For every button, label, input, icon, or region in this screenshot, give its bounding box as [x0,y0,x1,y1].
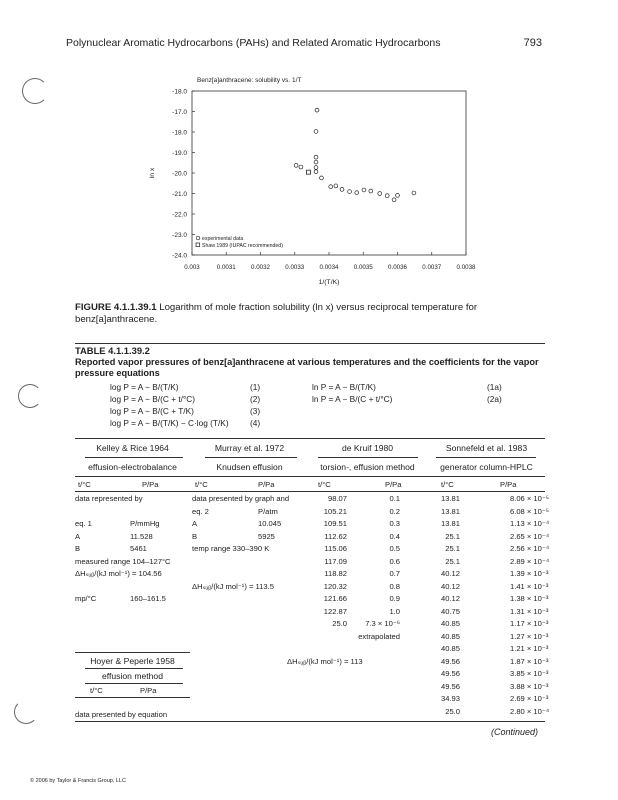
data-point [340,188,344,192]
copyright-footer: © 2006 by Taylor & Francis Group, LLC [30,778,126,784]
sonnefeld-cell: 49.56 [440,681,460,691]
y-tick-label: -20.0 [172,170,187,178]
sonnefeld-cell: 2.65 × 10⁻⁴ [510,531,550,541]
sonnefeld-cell: 1.39 × 10⁻³ [510,569,549,578]
data-point [385,194,389,198]
sonnefeld-cell: 40.85 [440,619,460,628]
kelley-cell: 160–161.5 [130,594,166,603]
murray-cell: B [192,531,198,541]
dekruif-cell: 112.62 [324,531,347,541]
data-point [355,191,359,195]
sonnefeld-cell: 2.80 × 10⁻⁴ [510,706,550,716]
kelley-cell: B [75,544,81,553]
figure-caption [75,302,545,326]
data-point [348,190,352,194]
sonnefeld-cell: 1.87 × 10⁻³ [510,656,549,666]
source-author-kelley: Kelley & Rice 1964 [96,443,169,453]
x-tick-label: 0.0038 [456,264,476,271]
hoyer-underline [85,668,183,669]
equation: log P = A − B/(T/K) [110,382,179,392]
sonnefeld-cell: 34.93 [440,694,460,703]
column-label: t/°C [441,480,454,489]
equation: log P = A − B/(T/K) − C·log (T/K) [110,418,229,428]
sonnefeld-cell: 49.56 [440,669,460,678]
column-label: t/°C [78,480,91,489]
dekruif-cell: 0.8 [389,581,400,591]
header-underline [436,457,536,458]
source-method-hoyer: effusion method [102,671,163,681]
dekruif-cell: 121.66 [323,594,347,603]
sonnefeld-cell: 1.38 × 10⁻³ [510,594,549,603]
legend-marker-square [196,243,200,247]
equation: ln P = A − B/(C + t/°C) [312,394,393,404]
column-label-rule [75,491,545,492]
dekruif-cell: 1.0 [389,606,400,616]
dekruif-cell: 0.4 [389,531,400,541]
kelley-cell: mp/°C [75,594,97,603]
y-axis-label: ln x [149,167,156,179]
dekruif-cell: 109.51 [323,519,347,528]
plot-frame [192,91,466,255]
sonnefeld-cell: 2.69 × 10⁻³ [510,694,549,703]
data-point [299,165,303,169]
hoyer-col-p: P/Pa [140,686,157,695]
kelley-cell: A [75,531,81,541]
dekruif-cell: 0.5 [389,544,400,553]
sonnefeld-cell: 1.41 × 10⁻³ [510,581,549,591]
hoyer-note: data presented by equation [75,710,168,719]
dekruif-cell: extrapolated [358,631,400,641]
data-point [334,184,338,188]
y-tick-label: -17.0 [172,109,187,116]
dekruif-cell: 0.2 [389,506,400,516]
data-point [369,189,373,193]
kelley-cell: 11.528 [130,531,153,541]
sonnefeld-cell: 2.56 × 10⁻⁴ [510,544,550,553]
column-label: P/Pa [142,480,159,489]
source-author-dekruif: de Kruif 1980 [341,443,394,453]
y-tick-label: -21.0 [172,191,187,198]
data-point [329,185,333,189]
y-tick-label: -23.0 [172,232,187,239]
dekruif-cell: 0.6 [389,556,400,566]
data-point [378,192,382,196]
punch-hole-mark [14,700,38,724]
source-method-sonnefeld: generator column-HPLC [440,462,533,472]
kelley-cell: eq. 1 [75,519,92,528]
equation: ln P = A − B/(T/K) [312,382,376,392]
x-tick-label: 0.003 [184,264,200,271]
header-underline [318,457,418,458]
dekruif-cell: 0.3 [389,519,400,528]
legend-entry: experimental data [202,236,244,242]
sonnefeld-cell: 40.12 [440,594,460,603]
data-point [412,191,416,195]
column-label: P/Pa [500,480,517,489]
y-tick-label: -18.0 [172,129,187,137]
murray-cell: P/atm [258,506,278,516]
data-point [314,130,318,134]
source-author-hoyer: Hoyer & Peperle 1958 [90,656,175,666]
sonnefeld-cell: 13.81 [440,506,460,516]
sonnefeld-cell: 25.1 [445,556,460,566]
dekruif-cell: ΔHₛᵤᵦ/(kJ mol⁻¹) = 113 [287,656,363,666]
murray-cell: A [192,519,198,528]
sonnefeld-cell: 25.1 [445,544,460,553]
data-point [315,108,319,112]
x-tick-label: 0.0031 [216,264,236,271]
data-point [314,160,318,164]
dekruif-cell: 105.21 [323,506,347,516]
column-label: t/°C [318,480,331,489]
header-underline [205,457,297,458]
dekruif-cell: 0.7 [389,569,400,578]
sonnefeld-cell: 40.85 [440,631,460,641]
data-point [362,188,366,192]
dekruif-cell: 115.06 [324,544,347,553]
equation-number: (2a) [487,394,502,404]
punch-hole-mark [18,384,42,408]
sonnefeld-cell: 6.08 × 10⁻⁵ [510,506,550,516]
header-underline [85,457,183,458]
dekruif-cell: 117.09 [324,556,347,566]
data-point [320,176,324,180]
dekruif-cell: 25.0 [332,619,347,628]
table-header-rule [75,438,545,439]
murray-cell: ΔHₛᵤᵦ/(kJ mol⁻¹) = 113.5 [192,581,274,591]
kelley-cell: ΔHₛᵤᵦ/(kJ mol⁻¹) = 104.56 [75,569,162,578]
equation: log P = A − B/(C + t/°C) [110,394,196,404]
x-axis-label: 1/(T/K) [318,279,340,286]
x-tick-label: 0.0033 [285,264,305,271]
sonnefeld-cell: 40.12 [440,569,460,578]
continued-label: (Continued) [490,727,538,737]
dekruif-cell: 118.82 [324,569,347,578]
y-tick-label: -24.0 [172,252,187,260]
dekruif-cell: 122.87 [323,606,347,616]
sonnefeld-cell: 3.88 × 10⁻³ [510,681,549,691]
source-method-murray: Knudsen effusion [216,462,283,472]
kelley-cell: P/mmHg [130,519,160,528]
figure-caption-text: Logarithm of mole fraction solubility (ln x) versus reciprocal temperature for benz[a]anthracene. [75,302,478,325]
shaw-1989-point [306,170,310,174]
sonnefeld-cell: 1.17 × 10⁻³ [510,619,549,628]
x-tick-label: 0.0036 [388,264,407,271]
murray-cell: 10.045 [258,519,282,528]
sonnefeld-cell: 40.85 [440,644,460,653]
sonnefeld-cell: 1.21 × 10⁻³ [510,644,549,653]
y-tick-label: -22.0 [172,211,187,219]
hoyer-method-rule [85,683,183,684]
sonnefeld-cell: 25.1 [445,531,460,541]
chart-title: Benz[a]anthracene: solubility vs. 1/T [197,77,302,84]
page-number: 793 [523,37,542,49]
equation-number: (1a) [487,382,502,392]
source-method-dekruif: torsion-, effusion method [320,462,415,472]
sonnefeld-cell: 13.81 [440,519,460,528]
table-subtitle: Reported vapor pressures of benz[a]anthracene at various temperatures and the coefficients for the vapor pressure equations [75,357,539,378]
solubility-chart [0,0,618,300]
x-tick-label: 0.0034 [319,264,339,271]
equation-number: (1) [250,382,261,392]
dekruif-cell: 120.32 [323,581,347,591]
equation-number: (2) [250,394,261,404]
data-point [314,166,318,170]
murray-cell: eq. 2 [192,506,209,516]
source-author-sonnefeld: Sonnefeld et al. 1983 [445,443,528,453]
column-label: t/°C [195,480,208,489]
data-point [396,194,400,198]
sonnefeld-cell: 2.89 × 10⁻⁴ [510,556,550,566]
hoyer-top-rule [75,652,190,653]
dekruif-cell: 98.07 [327,494,347,503]
murray-cell: temp range 330–390 K [192,544,270,553]
x-tick-label: 0.0032 [251,264,270,271]
sonnefeld-cell: 1.27 × 10⁻³ [510,631,549,641]
sonnefeld-cell: 25.0 [445,706,460,716]
data-point [392,198,396,202]
dekruif-cell: 0.1 [389,494,400,503]
figure-label: FIGURE 4.1.1.39.1 [75,302,157,313]
table-bottom-rule [75,721,545,722]
data-point [314,155,318,159]
table-top-rule [75,343,545,344]
x-tick-label: 0.0037 [422,264,442,271]
dekruif-cell: 0.9 [389,594,400,603]
murray-cell: 5925 [258,531,275,541]
source-author-murray: Murray et al. 1972 [214,443,285,453]
hoyer-col-rule [75,697,190,698]
method-rule [75,476,545,477]
equation-number: (3) [250,406,261,416]
equation-number: (4) [250,418,261,428]
kelley-cell: measured range 104–127°C [75,556,171,566]
running-header: Polynuclear Aromatic Hydrocarbons (PAHs) and Related Aromatic Hydrocarbons [66,37,441,49]
hoyer-col-t: t/°C [90,686,103,695]
source-method-kelley: effusion-electrobalance [88,462,177,472]
legend-marker-circle [196,236,200,240]
kelley-cell: 5461 [130,544,147,553]
sonnefeld-cell: 1.31 × 10⁻³ [510,606,549,616]
kelley-cell: data represented by [75,494,143,503]
sonnefeld-cell: 8.06 × 10⁻⁵ [510,494,550,503]
sonnefeld-cell: 40.75 [440,606,460,616]
y-tick-label: -19.0 [172,150,187,157]
dekruif-cell: 7.3 × 10⁻⁶ [365,619,400,628]
sonnefeld-cell: 40.12 [440,581,460,591]
column-label: P/Pa [385,480,402,489]
x-tick-label: 0.0035 [353,264,373,271]
y-tick-label: -18.0 [172,88,187,96]
sonnefeld-cell: 13.81 [440,494,460,503]
data-point [294,163,298,167]
data-point [314,170,318,174]
sonnefeld-cell: 1.13 × 10⁻⁴ [510,519,550,528]
table-label: TABLE 4.1.1.39.2 [75,345,150,356]
legend-entry: Shaw 1989 (IUPAC recommended) [202,243,283,249]
sonnefeld-cell: 49.56 [440,656,460,666]
column-label: P/Pa [258,480,275,489]
murray-cell: data presented by graph and [192,494,290,503]
equation: log P = A − B/(C + T/K) [110,406,194,416]
sonnefeld-cell: 3.85 × 10⁻³ [510,669,549,678]
